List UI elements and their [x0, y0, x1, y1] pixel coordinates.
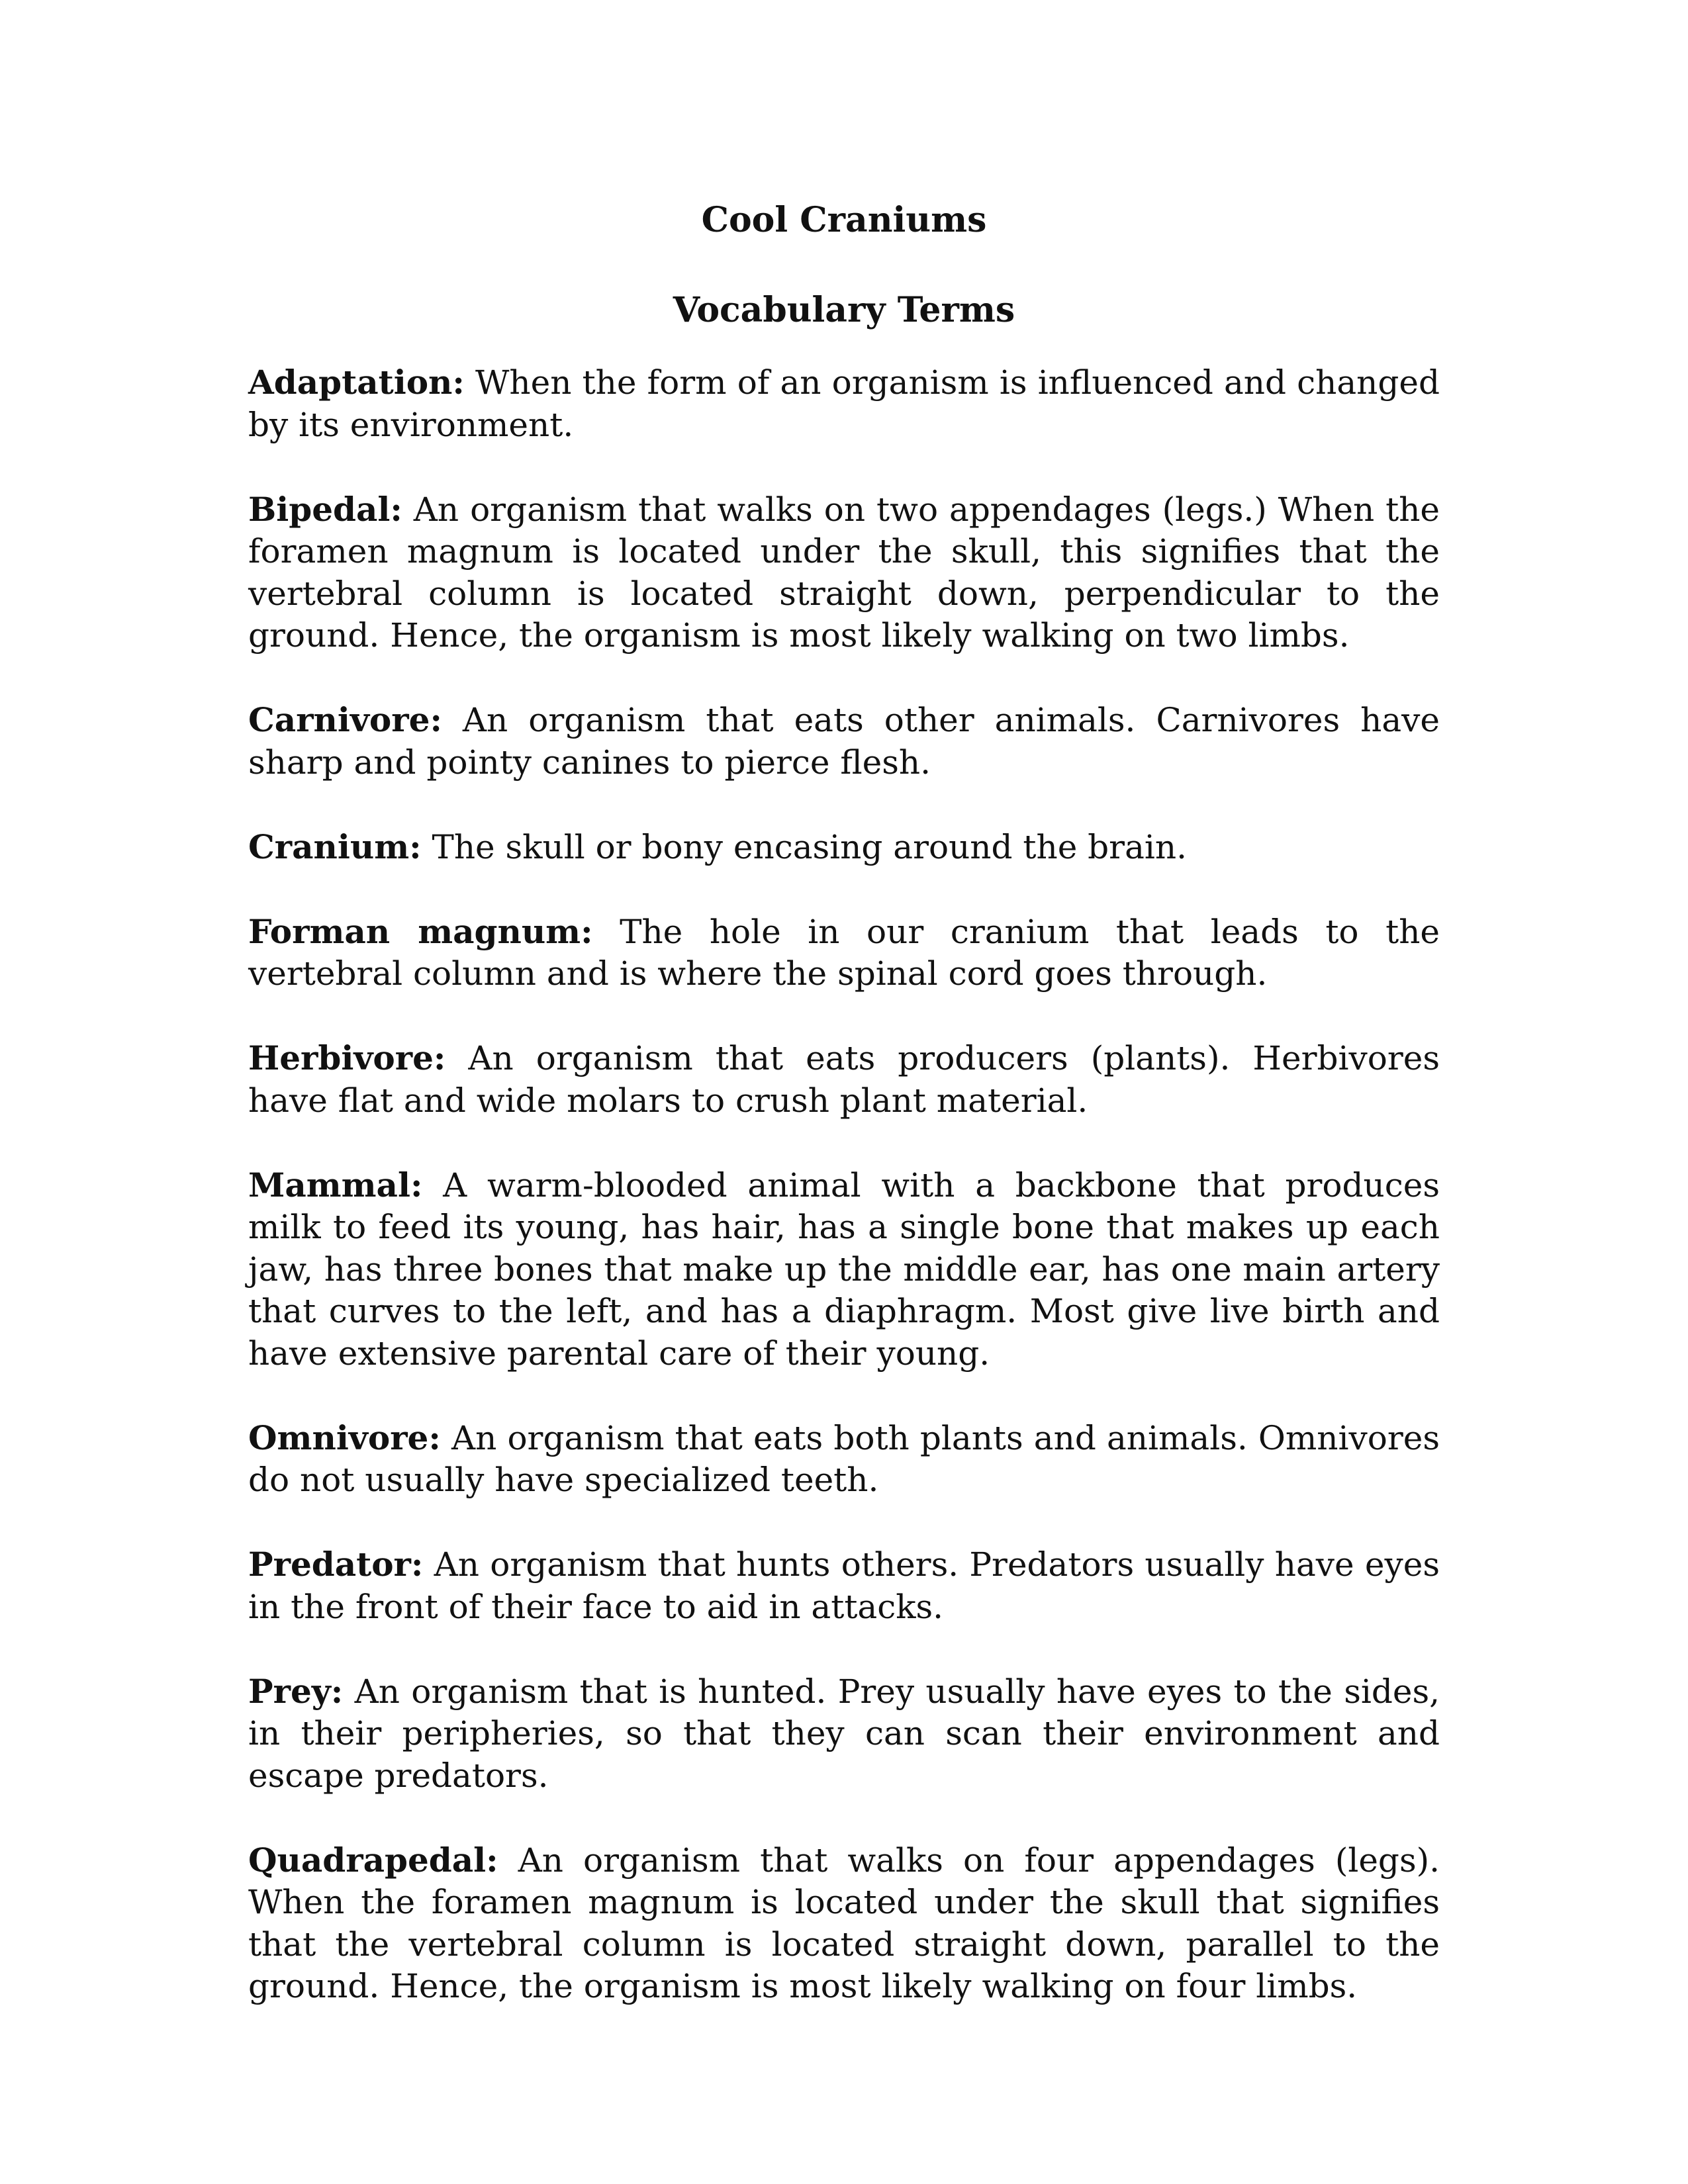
vocab-term: Bipedal:: [248, 489, 402, 529]
document-body: [248, 192, 1440, 2008]
vocab-entry-omnivore: [248, 1417, 1440, 1502]
vocab-entry-prey: [248, 1670, 1440, 1797]
vocab-definition: An organism that eats producers (plants). Herbivores have flat and wide molars to crush plant material.: [248, 1039, 1440, 1120]
page-title: Cool Craniums: [701, 200, 987, 240]
vocab-term: Herbivore:: [248, 1038, 446, 1077]
vocab-term: Carnivore:: [248, 700, 442, 739]
vocab-definition: The skull or bony encasing around the brain.: [421, 827, 1187, 866]
vocab-entry-predator: [248, 1543, 1440, 1628]
vocab-entry-quadrapedal: [248, 1839, 1440, 2008]
page-subtitle: Vocabulary Terms: [673, 290, 1015, 330]
vocab-definition: An organism that hunts others. Predators usually have eyes in the front of their face to aid in attacks.: [248, 1545, 1440, 1626]
vocab-definition: The hole in our cranium that leads to the vertebral column and is where the spinal cord goes through.: [248, 912, 1440, 993]
vocab-definition: A warm-blooded animal with a backbone that produces milk to feed its young, has hair, has a single bone that makes up each jaw, has three bones that make up the middle ear, has one main artery that curves to the left, and has a diaphragm. Most give live birth and have extensive parental care of their young.: [248, 1165, 1440, 1373]
vocab-term: Quadrapedal:: [248, 1840, 498, 1880]
vocab-definition: An organism that is hunted. Prey usually have eyes to the sides, in their peripheries, so that they can scan their environment and escape predators.: [248, 1672, 1440, 1795]
vocab-term: Cranium:: [248, 827, 422, 866]
vocab-term: Mammal:: [248, 1165, 423, 1205]
vocab-term: Predator:: [248, 1545, 424, 1584]
vocab-term: Forman magnum:: [248, 911, 593, 951]
vocab-term: Prey:: [248, 1671, 344, 1711]
vocab-entry-adaptation: [248, 361, 1440, 446]
vocab-entry-mammal: [248, 1164, 1440, 1375]
vocab-entry-bipedal: [248, 488, 1440, 657]
vocab-definition: An organism that walks on four appendages (legs). When the foramen magnum is located under the skull that signifies that the vertebral column is located straight down, parallel to the ground. Hence, the organism is most likely walking on four limbs.: [248, 1841, 1440, 2005]
vocab-definition: An organism that eats other animals. Carnivores have sharp and pointy canines to pierce flesh.: [248, 701, 1440, 782]
vocab-definition: When the form of an organism is influenced and changed by its environment.: [248, 363, 1440, 444]
vocab-entry-cranium: [248, 826, 1440, 869]
vocab-definition: An organism that eats both plants and animals. Omnivores do not usually have specialized teeth.: [248, 1418, 1440, 1499]
vocab-term: Adaptation:: [248, 363, 465, 402]
vocab-entry-herbivore: [248, 1037, 1440, 1122]
vocab-definition: An organism that walks on two appendages (legs.) When the foramen magnum is located under the skull, this signifies that the vertebral column is located straight down, perpendicular to the ground. Hence, the organism is most likely walking on two limbs.: [248, 490, 1440, 655]
vocab-term: Omnivore:: [248, 1418, 441, 1457]
vocab-entry-carnivore: [248, 699, 1440, 784]
vocab-entry-forman-magnum: [248, 911, 1440, 995]
